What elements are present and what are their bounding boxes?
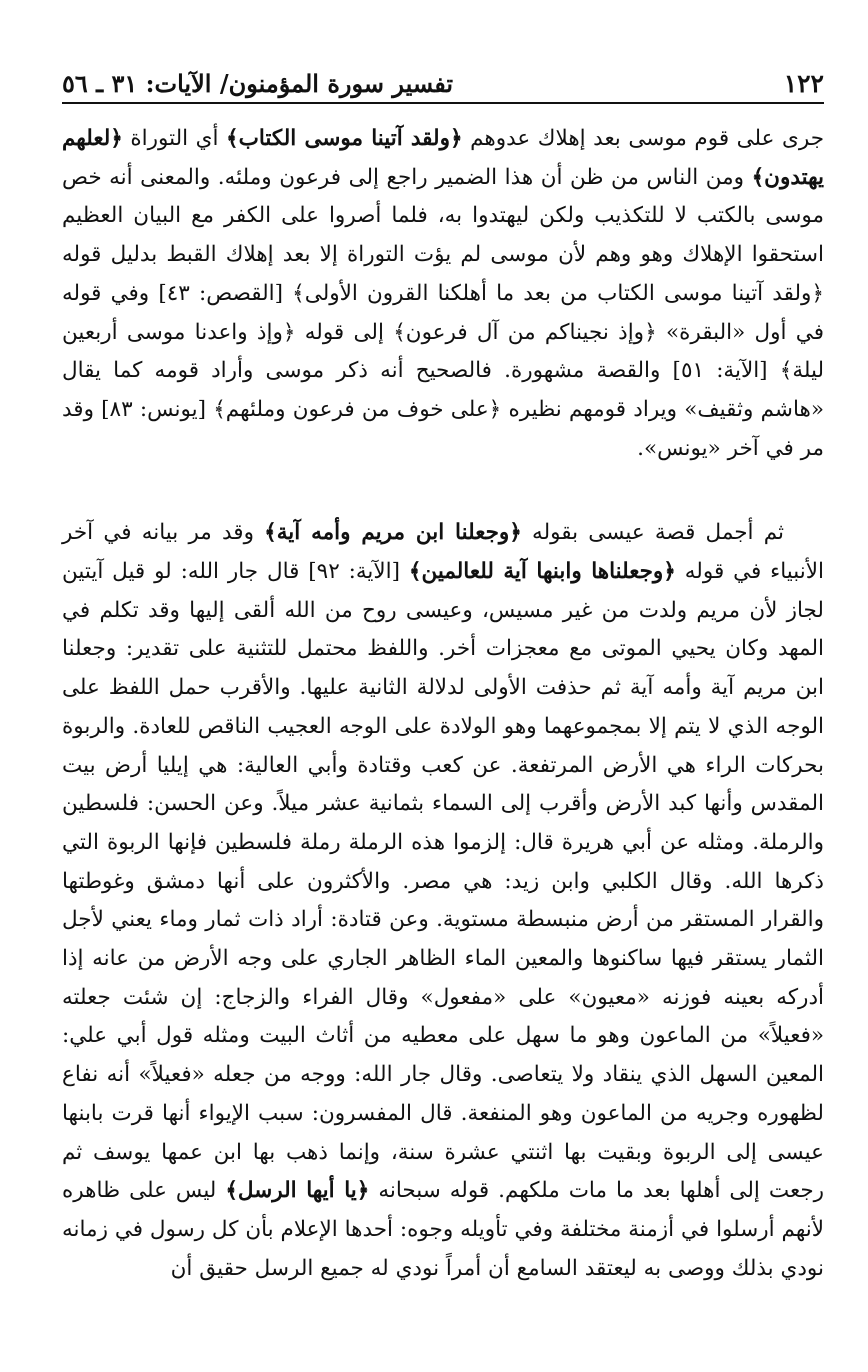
text-segment: ﴿ولقد آتينا موسى الكتاب من بعد ما أهلكنا القرون الأولى﴾: [292, 280, 824, 306]
text-segment: ومن الناس من ظن أن هذا الضمير راجع إلى فرعون وملئه. والمعنى أنه خص موسى بالكتب لا للتكذيب ولكن ليهتدوا به، فلما أصروا على الكفر مع البيان العظيم استحقوا الإهلاك وهو وهم لأن موسى لم يؤت التوراة إلا بعد إهلاك القبط بدليل قوله: [62, 164, 824, 268]
page-number: ١٢٢: [783, 69, 824, 98]
running-title: تفسير سورة المؤمنون/ الآيات: ٣١ ـ ٥٦: [62, 69, 454, 98]
text-segment: ليس على ظاهره لأنهم أرسلوا في أزمنة مختلفة وفي تأويله وجوه: أحدها الإعلام بأن كل رسول في زمانه نودي بذلك ووصى به ليعتقد السامع أن أمراً نودي له جميع الرسل حقيق أن: [62, 1178, 824, 1281]
text-segment: ثم أجمل قصة عيسى بقوله: [521, 520, 785, 546]
text-segment: إلى قوله: [295, 319, 394, 345]
paragraph-1: [62, 120, 824, 468]
quranic-verse: ﴿لعلهم يهتدون﴾: [62, 126, 824, 190]
text-segment: جرى على قوم موسى بعد إهلاك عدوهم: [462, 126, 825, 151]
text-segment: [الآية: ٩٢] قال جار الله: لو قيل آيتين لجاز لأن مريم ولدت من غير مسيس، وعيسى روح من الله ألقى إليها وقد تكلم في المهد وكان يحيي الموتى مع معجزات أخر. واللفظ محتمل للتثنية على تقدير: وجعلنا ابن مريم آية وأمه آية ثم حذفت الأولى لدلالة الثانية عليها. والأقرب حمل اللفظ على الوجه الذي لا يتم إلا بمجموعهما وهو الولادة على الوجه العجيب الناقص للعادة. والربوة بحركات الراء هي الأرض المرتفعة. عن كعب وقتادة وأبي العالية: هي إيليا أرض بيت المقدس وأنها كبد الأرض وأقرب إلى السماء بثمانية عشر ميلاً. وعن الحسن: فلسطين والرملة. ومثله عن أبي هريرة قال: إلزموا هذه الرملة رملة فلسطين فإنها الربوة التي ذكرها الله. وقال الكلبي وابن زيد: هي مصر. والأكثرون على أنها دمشق وغوطتها والقرار المستقر من أرض منبسطة مستوية. وعن قتادة: أراد ذات ثمار وماء يعني لأجل الثمار يستقر فيها ساكنوها والمعين الماء الظاهر الجاري على وجه الأرض من عانه إذا أدركه بعينه فوزنه «معيون» على «مفعول» وقال الفراء والزجاج: إن شئت جعلته «فعيلاً» من الماعون وهو ما سهل على معطيه من أثاث البيت ومثله قول أبي علي: المعين السهل الذي ينقاد ولا يتعاصى. وقال جار الله: ووجه من جعله «فعيلاً» أنه نفاع لظهوره وجريه من الماعون وهو المنفعة. قال المفسرون: سبب الإيواء أنها قرت بابنها عيسى إلى الربوة وبقيت بها اثنتي عشرة سنة، وإنما ذهب بها ابن عمها يوسف ثم رجعت إلى أهلها بعد ما مات ملكهم. قوله سبحانه: [62, 559, 824, 1204]
text-segment: ﴿وإذ نجيناكم من آل فرعون﴾: [393, 319, 657, 345]
text-segment: [الآية: ٥١] والقصة مشهورة. فالصحيح أنه ذكر موسى وأراد قومه كما يقال «هاشم وثقيف» ويراد قومهم نظيره: [62, 358, 824, 422]
body-text: [62, 120, 824, 1288]
book-page: [62, 60, 824, 1350]
text-segment: ﴿على خوف من فرعون وملئهم﴾: [213, 396, 502, 422]
page-header: [62, 60, 824, 104]
text-segment: ﴿وإذ واعدنا موسى أربعين ليلة﴾: [62, 319, 824, 384]
quranic-verse: ﴿وجعلنا ابن مريم وأمه آية﴾: [264, 520, 522, 546]
quranic-verse: ﴿يا أيها الرسل﴾: [225, 1178, 370, 1204]
text-segment: [يونس: ٨٣] وقد مر في آخر «يونس».: [62, 396, 824, 461]
paragraph-2: [62, 514, 824, 1288]
text-segment: أي التوراة: [122, 126, 226, 151]
text-segment: وقد مر بيانه في آخر الأنبياء في قوله: [62, 520, 825, 585]
quranic-verse: ﴿وجعلناها وابنها آية للعالمين﴾: [408, 559, 676, 585]
text-segment: [القصص: ٤٣] وفي قوله في أول «البقرة»: [62, 280, 824, 345]
paragraph-gap: [62, 468, 824, 514]
quranic-verse: ﴿ولقد آتينا موسى الكتاب﴾: [226, 126, 463, 151]
